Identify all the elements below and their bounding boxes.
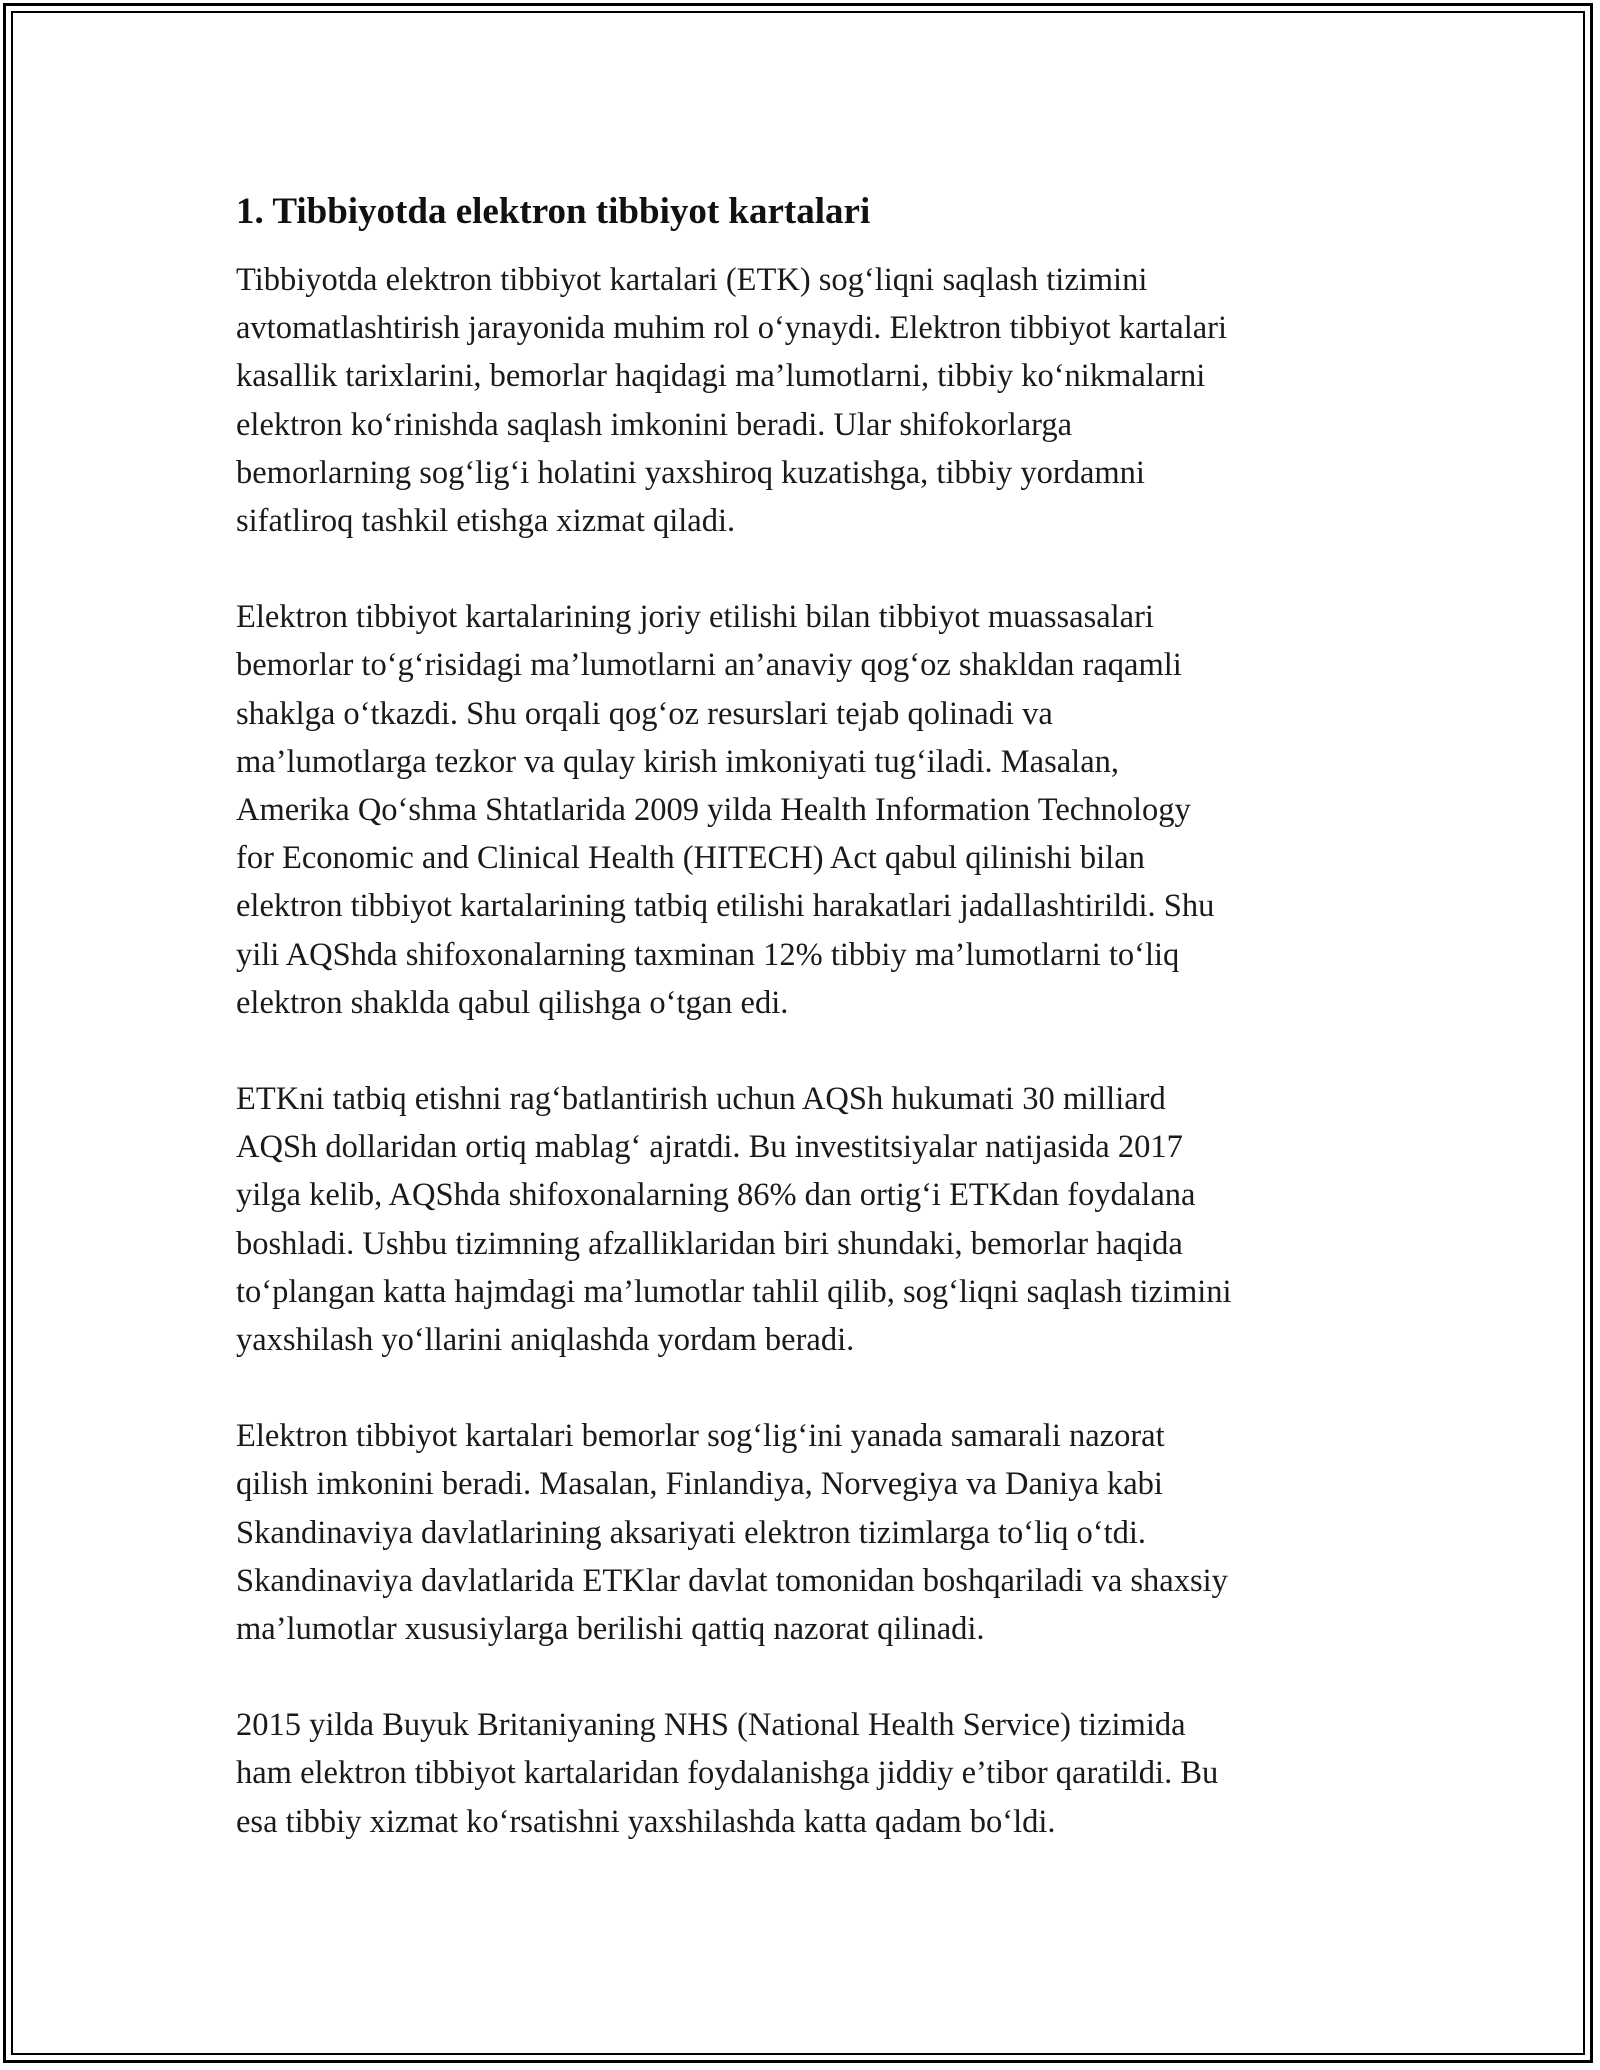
paragraph-3 [236,1075,1366,1364]
paragraph-line: Elektron tibbiyot kartalarining joriy etilishi bilan tibbiyot muassasalari [236,599,1154,636]
paragraph-line: yilga kelib, AQShda shifoxonalarning 86% dan ortig‘i ETKdan foydalana [236,1177,1196,1214]
paragraph-line: kasallik tarixlarini, bemorlar haqidagi ma’lumotlarni, tibbiy ko‘nikmalarni [236,358,1206,395]
paragraph-line: elektron shaklda qabul qilishga o‘tgan edi. [236,984,789,1021]
paragraph-line: 2015 yilda Buyuk Britaniyaning NHS (National Health Service) tizimida [236,1707,1186,1744]
paragraph-2 [236,593,1366,1027]
paragraph-line: ham elektron tibbiyot kartalaridan foydalanishga jiddiy e’tibor qaratildi. Bu [236,1755,1219,1792]
section-heading: 1. Tibbiyotda elektron tibbiyot kartalari [236,191,871,232]
document-body [236,188,1366,1894]
paragraph-line: yili AQShda shifoxonalarning taxminan 12% tibbiy ma’lumotlarni to‘liq [236,936,1180,973]
paragraph-line: for Economic and Clinical Health (HITECH) Act qabul qilinishi bilan [236,840,1145,877]
paragraph-line: avtomatlashtirish jarayonida muhim rol o‘ynaydi. Elektron tibbiyot kartalari [236,310,1228,347]
paragraph-line: bemorlar to‘g‘risidagi ma’lumotlarni an’anaviy qog‘oz shakldan raqamli [236,647,1182,684]
paragraph-line: sifatliroq tashkil etishga xizmat qiladi. [236,503,736,540]
paragraph-line: elektron tibbiyot kartalarining tatbiq etilishi harakatlari jadallashtirildi. Shu [236,888,1215,925]
paragraph-line: yaxshilash yo‘llarini aniqlashda yordam beradi. [236,1322,855,1359]
paragraph-line: ma’lumotlarga tezkor va qulay kirish imkoniyati tug‘iladi. Masalan, [236,743,1120,780]
paragraph-line: Skandinaviya davlatlarida ETKlar davlat tomonidan boshqariladi va shaxsiy [236,1562,1228,1599]
paragraph-5 [236,1701,1366,1846]
paragraph-line: esa tibbiy xizmat ko‘rsatishni yaxshilashda katta qadam bo‘ldi. [236,1803,1056,1840]
paragraph-line: Tibbiyotda elektron tibbiyot kartalari (ETK) sog‘liqni saqlash tizimini [236,262,1148,298]
paragraph-line: Amerika Qo‘shma Shtatlarida 2009 yilda Health Information Technology [236,792,1191,829]
paragraph-line: ma’lumotlar xususiylarga berilishi qattiq nazorat qilinadi. [236,1611,985,1648]
paragraph-line: AQSh dollaridan ortiq mablag‘ ajratdi. Bu investitsiyalar natijasida 2017 [236,1129,1183,1166]
paragraph-line: shaklga o‘tkazdi. Shu orqali qog‘oz resurslari tejab qolinadi va [236,695,1053,732]
paragraph-line: ETKni tatbiq etishni rag‘batlantirish uchun AQSh hukumati 30 milliard [236,1081,1166,1118]
paragraph-4 [236,1412,1366,1653]
paragraph-line: Skandinaviya davlatlarining aksariyati elektron tizimlarga to‘liq o‘tdi. [236,1514,1147,1551]
paragraph-line: elektron ko‘rinishda saqlash imkonini beradi. Ular shifokorlarga [236,406,1073,443]
paragraph-line: to‘plangan katta hajmdagi ma’lumotlar tahlil qilib, sog‘liqni saqlash tizimini [236,1273,1232,1310]
paragraph-line: Elektron tibbiyot kartalari bemorlar sog‘lig‘ini yanada samarali nazorat [236,1418,1165,1455]
paragraph-line: bemorlarning sog‘lig‘i holatini yaxshiroq kuzatishga, tibbiy yordamni [236,454,1145,491]
paragraph-line: boshladi. Ushbu tizimning afzalliklaridan biri shundaki, bemorlar haqida [236,1225,1183,1262]
paragraph-1 [236,256,1366,545]
paragraph-line: qilish imkonini beradi. Masalan, Finlandiya, Norvegiya va Daniya kabi [236,1466,1163,1503]
